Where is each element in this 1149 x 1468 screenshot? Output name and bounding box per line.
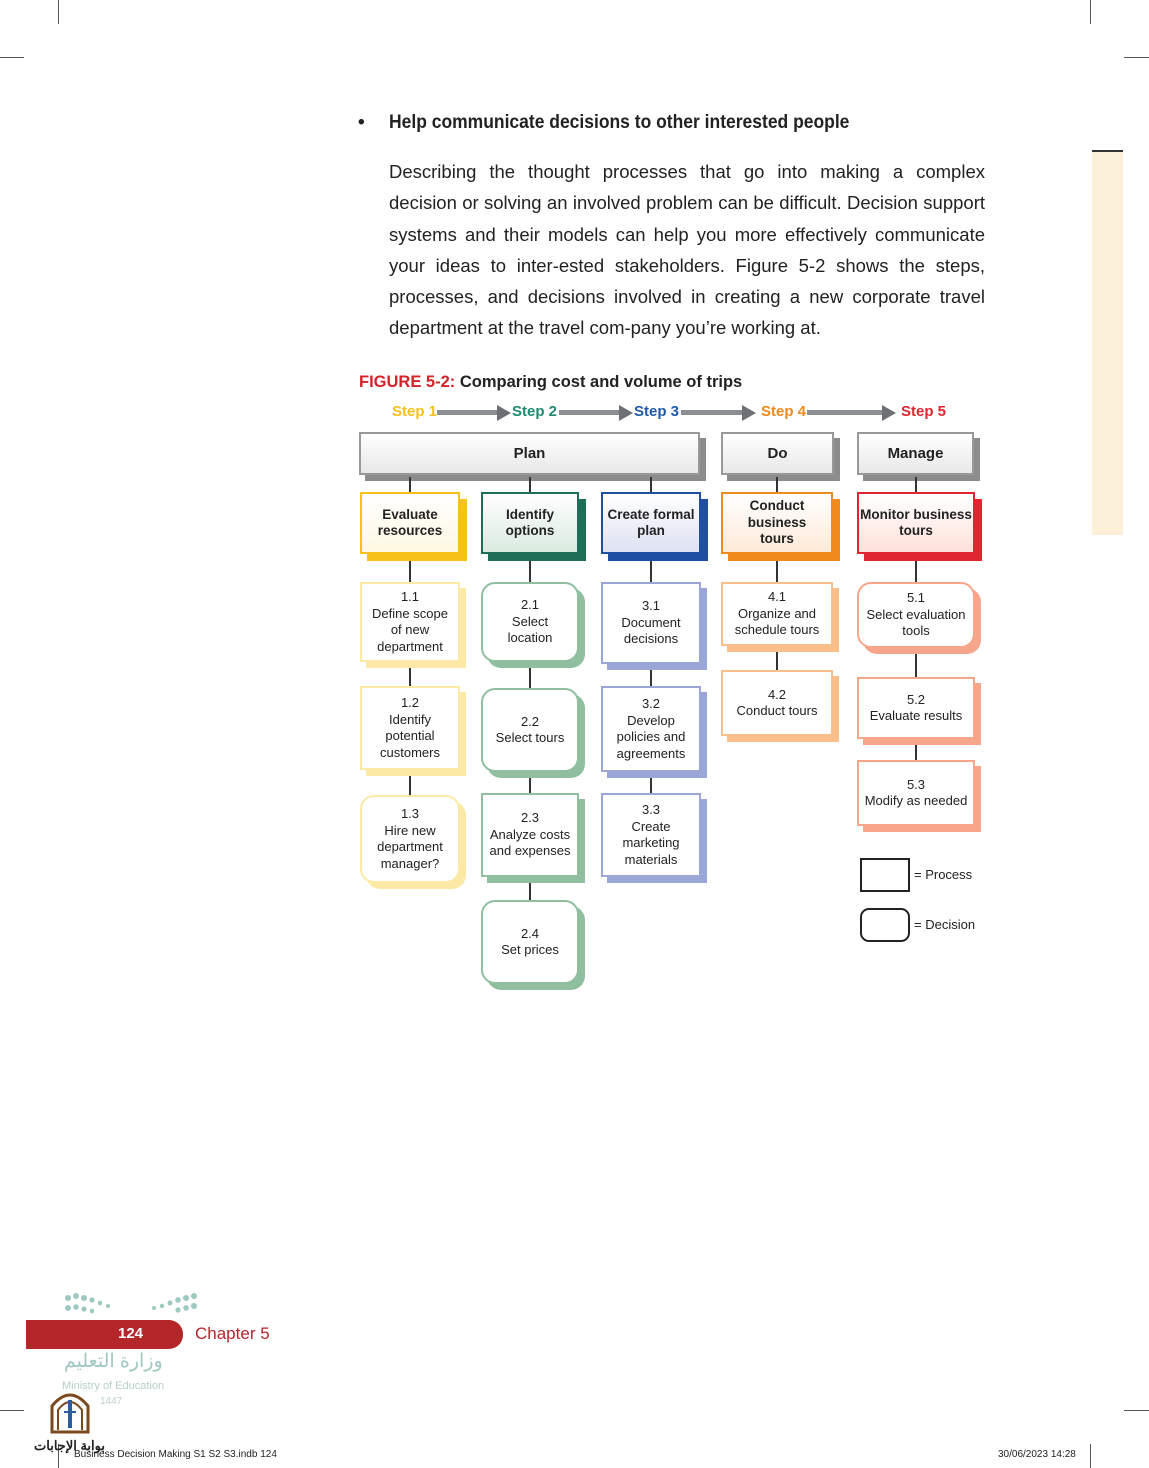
process-step-box: 1.3 Hire new department manager? bbox=[360, 795, 460, 883]
connector-line bbox=[776, 477, 778, 492]
footer-file-name: Business Decision Making S1 S2 S3.indb 124 bbox=[74, 1449, 277, 1460]
legend-decision-symbol bbox=[860, 908, 910, 942]
process-step-box: 5.1 Select evaluation tools bbox=[857, 582, 975, 648]
page-number: 124 bbox=[118, 1325, 144, 1342]
connector-line bbox=[915, 654, 917, 677]
side-tab-rule bbox=[1092, 150, 1123, 152]
figure-label: FIGURE 5-2: bbox=[359, 373, 456, 391]
step-label-5: Step 5 bbox=[901, 403, 947, 420]
step-label-1: Step 1 bbox=[392, 403, 438, 420]
step-arrowhead-4 bbox=[882, 405, 896, 421]
connector-line bbox=[915, 745, 917, 760]
connector-line bbox=[529, 883, 531, 900]
footer-date: 30/06/2023 14:28 bbox=[998, 1449, 1076, 1460]
crop-mark bbox=[1124, 57, 1149, 58]
figure-caption: Comparing cost and volume of trips bbox=[459, 373, 743, 391]
legend-process-symbol bbox=[860, 858, 910, 892]
crop-mark bbox=[58, 0, 59, 24]
ministry-arabic-name: وزارة التعليم bbox=[64, 1351, 163, 1372]
phase-manage: Manage bbox=[857, 432, 974, 475]
watermark-text: بوابة الإجابات bbox=[34, 1438, 105, 1453]
phase-do: Do bbox=[721, 432, 834, 475]
connector-line bbox=[650, 670, 652, 686]
step-arrowhead-3 bbox=[742, 405, 756, 421]
process-step-box: 1.2 Identify potential customers bbox=[360, 686, 460, 770]
connector-line bbox=[409, 561, 411, 582]
side-tab-strip bbox=[1092, 150, 1123, 535]
process-step-box: 2.1 Select location bbox=[481, 582, 579, 662]
step-arrow-4 bbox=[807, 410, 882, 415]
process-step-box: 3.3 Create marketing materials bbox=[601, 793, 701, 877]
process-step-box: 3.1 Document decisions bbox=[601, 582, 701, 664]
process-step-box: 2.4 Set prices bbox=[481, 900, 579, 984]
connector-line bbox=[409, 668, 411, 686]
legend-process-label: = Process bbox=[914, 867, 973, 882]
column-header-5: Monitor business tours bbox=[857, 492, 975, 554]
step-arrowhead-2 bbox=[619, 405, 633, 421]
process-step-box: 2.2 Select tours bbox=[481, 688, 579, 772]
connector-line bbox=[776, 652, 778, 670]
column-header-3: Create formal plan bbox=[601, 492, 701, 554]
step-label-3: Step 3 bbox=[634, 403, 680, 420]
process-step-box: 5.2 Evaluate results bbox=[857, 677, 975, 739]
connector-line bbox=[409, 776, 411, 795]
crop-mark bbox=[1090, 0, 1091, 24]
process-step-box: 3.2 Develop policies and agreements bbox=[601, 686, 701, 772]
process-step-box: 4.1 Organize and schedule tours bbox=[721, 582, 833, 646]
crop-mark bbox=[0, 57, 24, 58]
process-step-box: 1.1 Define scope of new department bbox=[360, 582, 460, 662]
step-arrowhead-1 bbox=[497, 405, 511, 421]
column-header-1: Evaluate resources bbox=[360, 492, 460, 554]
column-header-4: Conduct business tours bbox=[721, 492, 833, 554]
chapter-label: Chapter 5 bbox=[195, 1324, 270, 1343]
phase-plan: Plan bbox=[359, 432, 700, 475]
step-arrow-1 bbox=[437, 410, 497, 415]
connector-line bbox=[650, 561, 652, 582]
crop-mark bbox=[1124, 1410, 1149, 1411]
crop-mark bbox=[1090, 1444, 1091, 1468]
legend-decision-label: = Decision bbox=[914, 917, 976, 932]
bullet-heading-text: Help communicate decisions to other interested people bbox=[389, 112, 850, 133]
step-arrow-2 bbox=[559, 410, 619, 415]
connector-line bbox=[915, 477, 917, 492]
connector-line bbox=[915, 561, 917, 582]
step-label-2: Step 2 bbox=[512, 403, 558, 420]
connector-line bbox=[650, 778, 652, 793]
connector-line bbox=[529, 477, 531, 492]
process-step-box: 5.3 Modify as needed bbox=[857, 760, 975, 826]
ministry-english-name: Ministry of Education bbox=[62, 1380, 165, 1392]
connector-line bbox=[776, 561, 778, 582]
body-paragraph: Describing the thought processes that go into making a complex decision or solving an involved problem can be difficult. Decision support systems and their models can help you more effectively communicate your ideas to inter-ested stakeholders. Figure 5-2 shows the steps, processes, and decisions involved in creating a new corporate travel department at the travel com-pany you’re working at. bbox=[389, 161, 985, 339]
connector-line bbox=[529, 778, 531, 793]
connector-line bbox=[409, 477, 411, 492]
bullet-symbol: • bbox=[358, 112, 365, 133]
emblem-icon bbox=[48, 1388, 92, 1434]
page-badge bbox=[26, 1320, 183, 1349]
connector-line bbox=[529, 561, 531, 582]
process-step-box: 4.2 Conduct tours bbox=[721, 670, 833, 736]
crop-mark bbox=[0, 1410, 24, 1411]
process-step-box: 2.3 Analyze costs and expenses bbox=[481, 793, 579, 877]
column-header-2: Identify options bbox=[481, 492, 579, 554]
connector-line bbox=[650, 477, 652, 492]
connector-line bbox=[529, 668, 531, 688]
figure-title bbox=[359, 373, 742, 392]
step-label-4: Step 4 bbox=[761, 403, 807, 420]
ministry-year: 1447 bbox=[100, 1396, 123, 1407]
step-arrow-3 bbox=[681, 410, 742, 415]
